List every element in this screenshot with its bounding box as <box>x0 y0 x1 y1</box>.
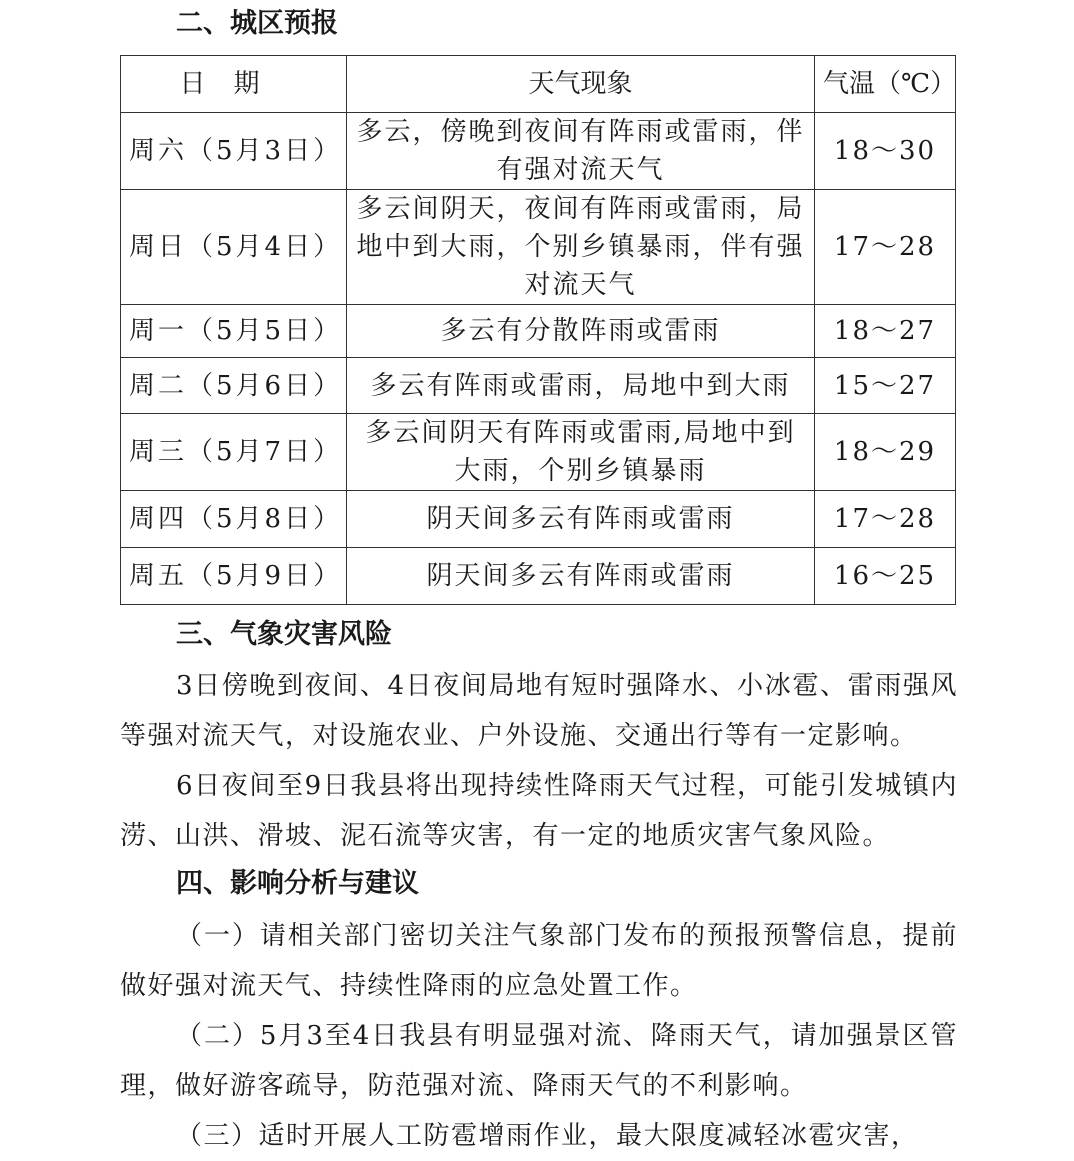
temperature-cell: 16～25 <box>815 548 956 605</box>
header-weather: 天气现象 <box>347 56 815 113</box>
weather-cell: 多云有分散阵雨或雷雨 <box>347 305 815 358</box>
date-cell: 周二（5月6日） <box>121 358 347 414</box>
temperature-cell: 17～28 <box>815 491 956 548</box>
date-cell: 周四（5月8日） <box>121 491 347 548</box>
weather-cell: 阴天间多云有阵雨或雷雨 <box>347 491 815 548</box>
advice-paragraph: （三）适时开展人工防雹增雨作业，最大限度减轻冰雹灾害， <box>176 1121 919 1151</box>
advice-paragraph: （一）请相关部门密切关注气象部门发布的预报预警信息，提前做好强对流天气、持续性降雨的应急处置工作。 <box>120 921 958 1001</box>
weather-cell: 多云，傍晚到夜间有阵雨或雷雨，伴有强对流天气 <box>347 113 815 190</box>
table-row <box>121 190 956 305</box>
section-heading-impact-and-advice: 四、影响分析与建议 <box>176 868 419 899</box>
temperature-cell: 15～27 <box>815 358 956 414</box>
table-row <box>121 548 956 605</box>
advice-paragraph: （二）5月3至4日我县有明显强对流、降雨天气，请加强景区管理，做好游客疏导，防范强对流、降雨天气的不利影响。 <box>120 1021 958 1101</box>
header-date: 日期 <box>121 56 347 113</box>
table-row <box>121 113 956 190</box>
table-row <box>121 414 956 491</box>
weather-cell: 多云间阴天有阵雨或雷雨,局地中到大雨，个别乡镇暴雨 <box>347 414 815 491</box>
temperature-cell: 17～28 <box>815 190 956 305</box>
date-cell: 周六（5月3日） <box>121 113 347 190</box>
date-cell: 周五（5月9日） <box>121 548 347 605</box>
risk-paragraph: 3日傍晚到夜间、4日夜间局地有短时强降水、小冰雹、雷雨强风等强对流天气，对设施农业、户外设施、交通出行等有一定影响。 <box>120 671 958 751</box>
weather-cell: 多云有阵雨或雷雨，局地中到大雨 <box>347 358 815 414</box>
risk-paragraph: 6日夜间至9日我县将出现持续性降雨天气过程，可能引发城镇内涝、山洪、滑坡、泥石流等灾害，有一定的地质灾害气象风险。 <box>120 771 958 851</box>
weather-cell: 多云间阴天，夜间有阵雨或雷雨，局地中到大雨，个别乡镇暴雨，伴有强对流天气 <box>347 190 815 305</box>
date-cell: 周一（5月5日） <box>121 305 347 358</box>
date-cell: 周日（5月4日） <box>121 190 347 305</box>
table-header-row <box>121 56 956 113</box>
temperature-cell: 18～27 <box>815 305 956 358</box>
table-row <box>121 491 956 548</box>
date-cell: 周三（5月7日） <box>121 414 347 491</box>
section-heading-weather-disaster-risk: 三、气象灾害风险 <box>176 619 392 650</box>
table-row <box>121 305 956 358</box>
table-row <box>121 358 956 414</box>
city-forecast-table <box>120 55 956 605</box>
temperature-cell: 18～29 <box>815 414 956 491</box>
header-temperature: 气温（℃） <box>815 56 956 113</box>
weather-cell: 阴天间多云有阵雨或雷雨 <box>347 548 815 605</box>
temperature-cell: 18～30 <box>815 113 956 190</box>
section-heading-city-forecast: 二、城区预报 <box>176 8 338 39</box>
